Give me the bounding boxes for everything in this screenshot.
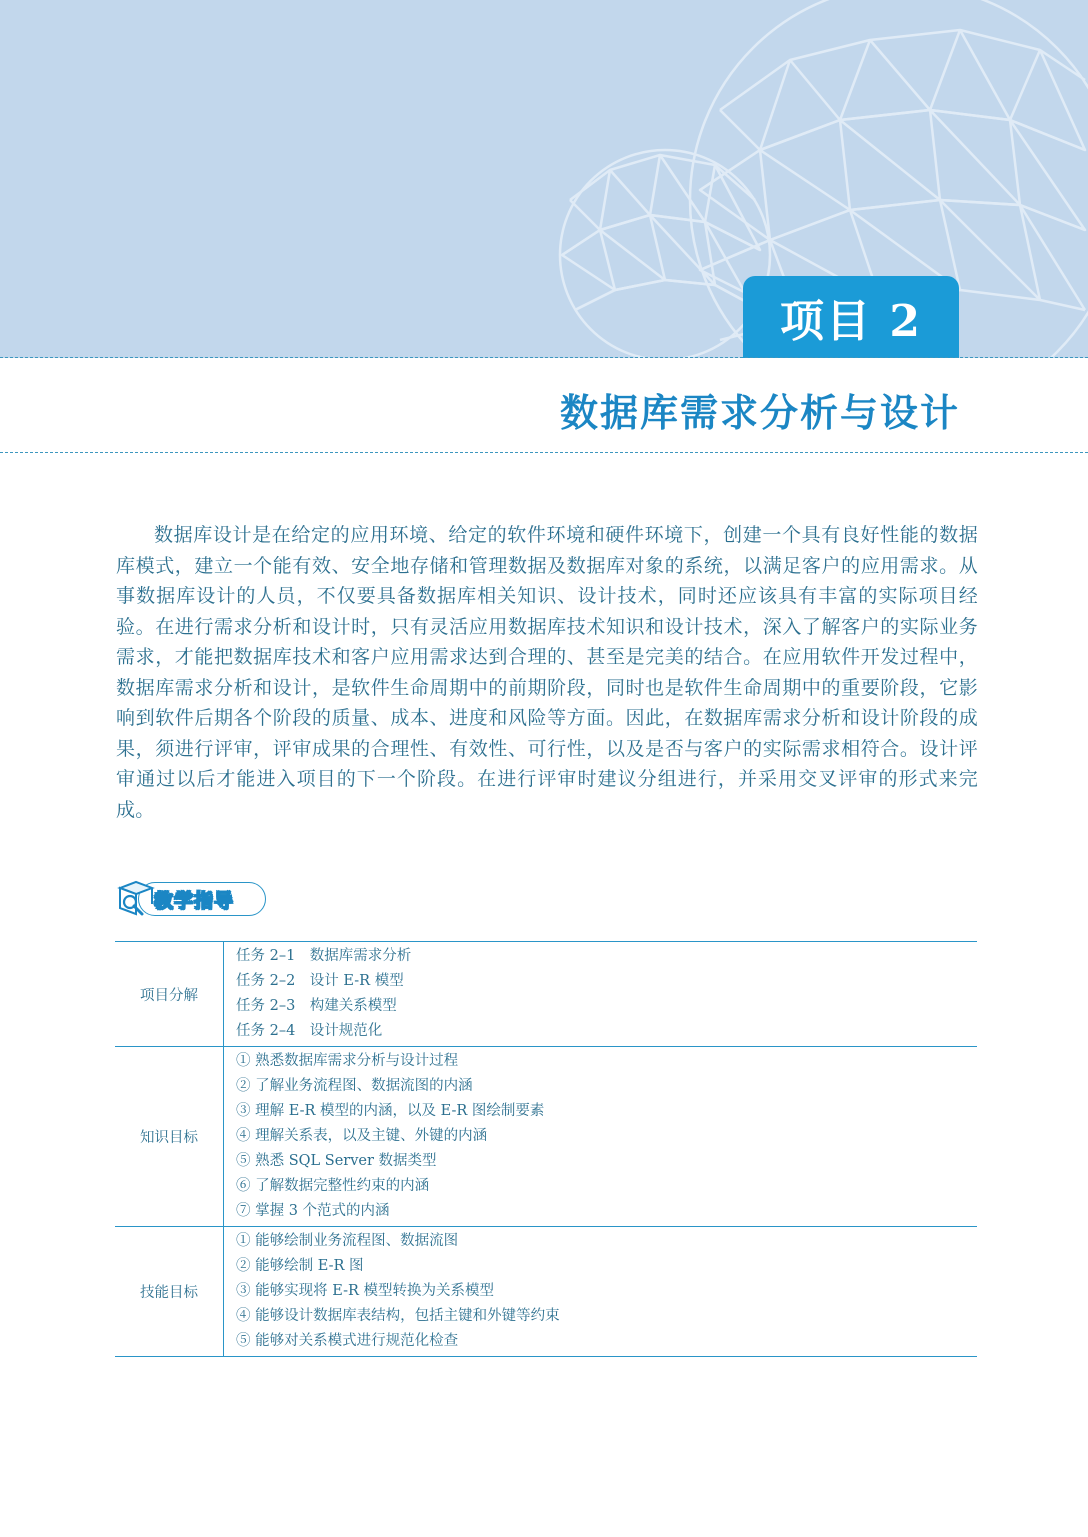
header-divider-bottom bbox=[0, 452, 1088, 453]
list-item: 任务 2–3 构建关系模型 bbox=[236, 998, 397, 1014]
chapter-title: 数据库需求分析与设计 bbox=[559, 391, 960, 435]
list-item: ⑤ 能够对关系模式进行规范化检查 bbox=[236, 1333, 459, 1349]
row-category: 技能目标 bbox=[115, 1227, 224, 1357]
list-item: ② 能够绘制 E-R 图 bbox=[236, 1258, 364, 1274]
list-item: ② 了解业务流程图、数据流图的内涵 bbox=[236, 1078, 473, 1094]
table-row-skill-goals bbox=[115, 1227, 977, 1357]
row-category: 项目分解 bbox=[115, 942, 224, 1047]
list-item: ① 能够绘制业务流程图、数据流图 bbox=[236, 1233, 459, 1249]
list-item: 任务 2–2 设计 E-R 模型 bbox=[236, 973, 404, 989]
list-item: ① 熟悉数据库需求分析与设计过程 bbox=[236, 1053, 459, 1069]
row-category: 知识目标 bbox=[115, 1047, 224, 1227]
header-banner bbox=[0, 0, 1088, 358]
project-number-tab: 项目 2 bbox=[743, 276, 959, 358]
intro-paragraph: 数据库设计是在给定的应用环境、给定的软件环境和硬件环境下，创建一个具有良好性能的数据库模式，建立一个能有效、安全地存储和管理数据及数据库对象的系统，以满足客户的应用需求。从事数据库设计的人员，不仅要具备数据库相关知识、设计技术，同时还应该具有丰富的实际项目经验。在进行需求分析和设计时，只有灵活应用数据库技术知识和设计技术，深入了解客户的实际业务需求，才能把数据库技术和客户应用需求达到合理的、甚至是完美的结合。在应用软件开发过程中，数据库需求分析和设计，是软件生命周期中的前期阶段，同时也是软件生命周期中的重要阶段，它影响到软件后期各个阶段的质量、成本、进度和风险等方面。因此，在数据库需求分析和设计阶段的成果，须进行评审，评审成果的合理性、有效性、可行性，以及是否与客户的实际需求相符合。设计评审通过以后才能进入项目的下一个阶段。在进行评审时建议分组进行，并采用交叉评审的形式来完成。 bbox=[116, 524, 978, 821]
row-items bbox=[224, 942, 978, 1047]
teaching-guide-table bbox=[115, 941, 977, 1357]
badge-label: 教学指导 bbox=[154, 890, 235, 912]
teaching-guide-badge bbox=[116, 878, 268, 920]
header-divider-top bbox=[0, 357, 1088, 358]
list-item: ④ 理解关系表，以及主键、外键的内涵 bbox=[236, 1128, 488, 1144]
list-item: ③ 能够实现将 E-R 模型转换为关系模型 bbox=[236, 1283, 494, 1299]
list-item: ③ 理解 E-R 模型的内涵，以及 E-R 图绘制要素 bbox=[236, 1103, 545, 1119]
row-items bbox=[224, 1047, 978, 1227]
list-item: ⑤ 熟悉 SQL Server 数据类型 bbox=[236, 1153, 437, 1169]
table-row-knowledge-goals bbox=[115, 1047, 977, 1227]
list-item: 任务 2–4 设计规范化 bbox=[236, 1023, 383, 1039]
list-item: 任务 2–1 数据库需求分析 bbox=[236, 948, 412, 964]
list-item: ⑦ 掌握 3 个范式的内涵 bbox=[236, 1203, 390, 1219]
table-row-project-breakdown bbox=[115, 942, 977, 1047]
row-items bbox=[224, 1227, 978, 1357]
list-item: ④ 能够设计数据库表结构，包括主键和外键等约束 bbox=[236, 1308, 560, 1324]
list-item: ⑥ 了解数据完整性约束的内涵 bbox=[236, 1178, 430, 1194]
